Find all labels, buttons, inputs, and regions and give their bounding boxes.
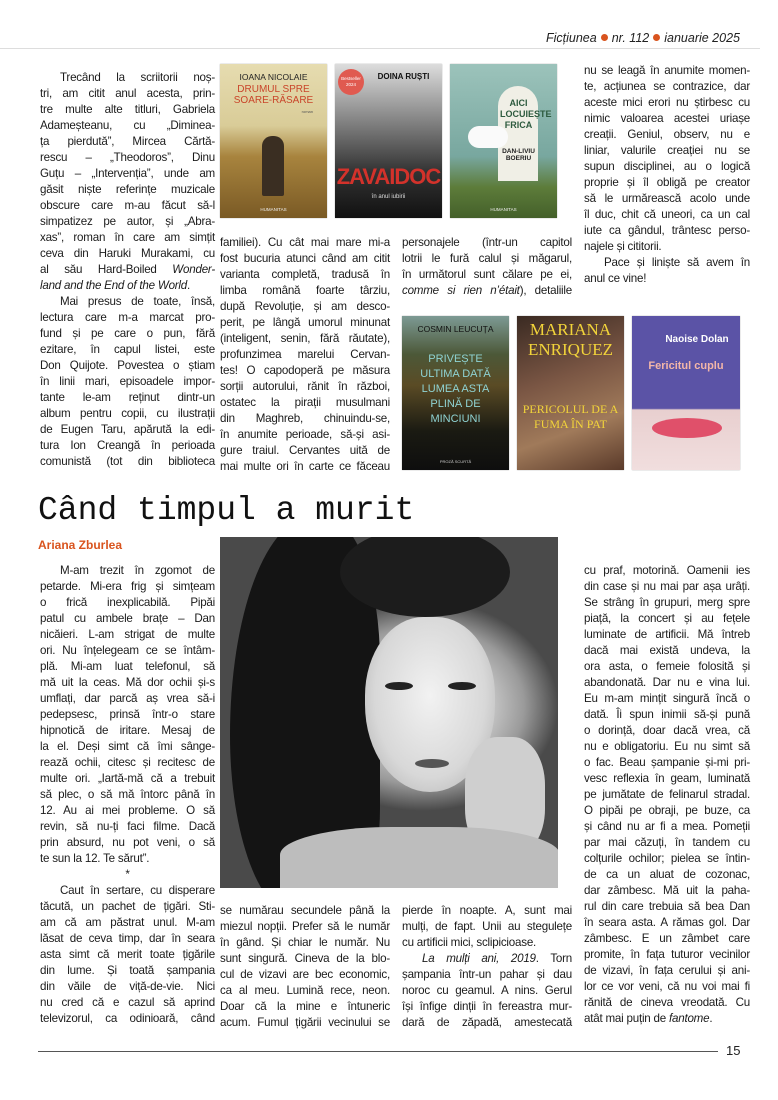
text-line: ceva din Haruki Murakami, cu: [40, 247, 215, 260]
text-line: familiei). Cu cât mai mare mi-a: [220, 236, 390, 249]
text-line: dacă mai există undeva, la: [584, 644, 750, 657]
text-line: najele și cititorii.: [584, 240, 662, 253]
italic-text-segment: comme si rien n’était: [402, 284, 520, 297]
lips: [415, 759, 449, 768]
text-line: plă. Mi-am luat telefonul, să: [40, 660, 215, 673]
text-line: din Maghreb, chinuindu-se,: [220, 412, 390, 425]
text-segment: .: [187, 279, 191, 292]
cover-title: ZAVAIDOC: [336, 164, 441, 189]
text-line: lectura care m-a marcat pro-: [40, 311, 215, 324]
italic-text-segment: Wonder-: [172, 263, 215, 276]
text-line: Adameșteanu, cu „Diminea-: [40, 119, 215, 132]
text-line: la el. Deși simt că îmi sânge-: [40, 740, 215, 753]
magazine-name: Ficțiunea: [545, 31, 597, 45]
text-line: prin absurd, nu pot veni, o să: [40, 836, 215, 849]
article-column-1: [40, 563, 215, 1027]
text-line: pierde în noapte. A, sunt mai: [402, 904, 572, 917]
cover-publisher: HUMANITAS: [490, 207, 517, 212]
text-line: de vizavi, în fața cerului și ani-: [584, 964, 750, 977]
text-line: luminate de artificii. Mă întreb: [584, 628, 750, 641]
top-article-column-3: [402, 235, 572, 299]
text-line: sunt singură. Cineva de la blo-: [220, 952, 390, 965]
text-line: par mai căzuți, în tandem cu: [584, 836, 750, 849]
text-line: după Revoluție, și am desco-: [220, 300, 390, 313]
text-line: nu e obligatoriu. Eu nu simt să: [584, 740, 750, 753]
cover-title: AICI LOCUIEȘTE FRICA: [500, 98, 552, 130]
text-line: O pipăi pe obraji, pe buze, ca: [584, 804, 750, 817]
text-line: tri, am citit anul acesta, prin-: [40, 87, 215, 100]
text-line: Trecând la scriitorii noș-: [60, 71, 215, 84]
bestseller-badge: Bestseller 2024: [338, 69, 364, 95]
cover-author: Naoise Dolan: [665, 334, 729, 345]
text-line: iute ca gândul, trântesc perso-: [584, 224, 750, 237]
text-line: să le urmărească acolo unde: [584, 192, 750, 205]
text-line: [402, 283, 572, 299]
text-line: Mai presus de toate, însă,: [60, 295, 215, 308]
text-line: tăcută, un pachet de țigări. Sti-: [40, 900, 215, 913]
text-line: supun disciplinei, au o logică: [584, 160, 750, 173]
text-line: tes! O capodoperă pe măsura: [220, 364, 390, 377]
cover-title: Fericitul cuplu: [648, 360, 724, 372]
text-line: o fac. Beau șampanie și-mi pri-: [584, 756, 750, 769]
text-line: ța pierdută”, Mircea Cărtă-: [40, 135, 215, 148]
text-line: o dorință, doar dacă vrea, că: [584, 724, 750, 737]
text-line: mai multe ori în carte ce făceau: [220, 460, 390, 473]
text-line: ezitare, în capul listei, este: [40, 343, 215, 356]
text-line: miezul nopții. Prefer să le număr: [220, 920, 390, 933]
text-line: din văile de viță-de-vie. Nici: [40, 980, 215, 993]
text-line: patul cu ambele brațe – Dan: [40, 612, 215, 625]
text-line: tre multe alte titluri, Gabriela: [40, 103, 215, 116]
text-line: colțurile ochilor; pielea se întin-: [584, 852, 750, 865]
text-line: rează ochii, citesc și recitesc de: [40, 756, 215, 769]
text-line: multe ori. „Iartă-mă că a trebuit: [40, 772, 215, 785]
text-line: de Eugen Taru, apărută la edi-: [40, 423, 215, 436]
text-line: cu artificii mici, sclipicioase.: [402, 936, 537, 949]
book-cover: [450, 64, 557, 218]
text-line: liniar, valurile creației nu se: [584, 144, 750, 157]
text-segment: .: [709, 1012, 713, 1025]
text-line: dar zâmbesc. Mă uit la paha-: [584, 884, 750, 897]
text-line: xas”, roman în care am simțit: [40, 231, 215, 244]
text-line: te sun la 12. Te sărut”.: [40, 852, 150, 865]
issue-date: ianuarie 2025: [664, 31, 740, 45]
article-author: Ariana Zburlea: [38, 538, 123, 552]
text-line: găsit niște referințe muzicale: [40, 183, 215, 196]
text-line: comunistă (tot din biblioteca: [40, 455, 215, 468]
cover-subtitle: roman: [301, 109, 313, 114]
italic-text-segment: land and the End of the World: [40, 279, 188, 292]
book-cover: [402, 316, 509, 470]
text-line: [584, 1011, 750, 1027]
text-line: rul din care trebuia să bea Dan: [584, 900, 750, 913]
italic-text-segment: La mulți ani, 2019: [422, 952, 536, 965]
text-line: dară de zăpadă, amestecată: [402, 1016, 572, 1029]
text-line: Se strâng în grupuri, merg spre: [584, 596, 750, 609]
text-line: proprie și îl obligă pe creator: [584, 176, 750, 189]
text-line: petarde. Mi-era frig și simțeam: [40, 580, 215, 593]
text-line: ostatec la pirații musulmani: [220, 396, 390, 409]
text-line: lor ce vor veni, că nu voi mai fi: [584, 980, 750, 993]
text-line: de ca un aluat de cozonac,: [584, 868, 750, 881]
text-line: te, acțiunea se contrazice, dar: [584, 80, 750, 93]
cover-author: MARIANA ENRIQUEZ: [528, 320, 613, 359]
cover-title: PERICOLUL DE A FUMA ÎN PAT: [522, 402, 619, 431]
running-header: [546, 31, 740, 45]
text-line: asta simt că merit toate țigările: [40, 948, 215, 961]
text-line: tura Ion Creangă în perioada: [40, 439, 215, 452]
top-article-column-1: [40, 70, 215, 470]
text-line: nicăieri. L-am strigat de multe: [40, 628, 215, 641]
text-line: 12. Au ai mei probleme. O să: [40, 804, 215, 817]
text-line: dată. Îi spun inimii să-și pună: [584, 708, 750, 721]
bullet-dot-icon: [601, 34, 608, 41]
cover-subtitle: în anul iubirii: [371, 194, 406, 200]
text-line: cu praf, motorină. Oamenii ies: [584, 564, 750, 577]
article-column-2: [220, 903, 390, 1031]
text-line: obscure care m-au făcut să-l: [40, 199, 215, 212]
text-line: (inteligent, senin, fără răutate),: [220, 332, 390, 345]
text-line: hipnotică de iritare. Mesaj de: [40, 724, 215, 737]
text-line: personajele (într-un capitol: [402, 236, 572, 249]
text-line: umflați, dar parcă aș vrea să-i: [40, 692, 215, 705]
author-portrait-photo: [220, 537, 558, 888]
text-line: tante le-am reținut dintr-un: [40, 391, 215, 404]
text-line: album pentru copii, cu ilustrații: [40, 407, 215, 420]
text-line: Don Quijote. Povestea o știam: [40, 359, 215, 372]
section-separator: *: [125, 868, 130, 881]
article-column-4: [584, 563, 750, 1027]
text-line: ora asta, o femeie folosită și: [584, 660, 750, 673]
cover-author: IOANA NICOLAIE: [239, 72, 308, 82]
page-number: 15: [726, 1043, 741, 1058]
text-line: promite, în fața tuturor vecinilor: [584, 948, 750, 961]
text-line: pe jumătate de felinarul stradal.: [584, 788, 750, 801]
text-line: [40, 262, 215, 278]
footer-divider: [38, 1051, 718, 1052]
text-line: lăsat de ceva timp, dar în seara: [40, 932, 215, 945]
text-line: din lume. Și toată șampania: [40, 964, 215, 977]
cover-title: PRIVEȘTE ULTIMA DATĂ LUMEA ASTA PLINĂ DE MINCIUNI: [420, 353, 491, 425]
text-line: acum. Fumul țigării vecinului se: [220, 1016, 390, 1029]
text-line: în linii mari, episoadele impor-: [40, 375, 215, 388]
text-line: rănită de cineva vreodată. Cu: [584, 996, 750, 1009]
article-title: Când timpul a murit: [38, 492, 415, 529]
text-line: M-am trezit în zgomot de: [60, 564, 215, 577]
eye: [448, 682, 476, 690]
text-line: se numărau secundele până la: [220, 904, 390, 917]
text-line: revin, să nu-ți faci filme. Dacă: [40, 820, 215, 833]
top-article-column-4: [584, 63, 750, 287]
text-line: ca al meu. Lumină rece, neon.: [220, 984, 390, 997]
text-line: rescu – „Theodoros”, Dinu: [40, 151, 215, 164]
text-line: și când nu ar fi a mea. Pomeții: [584, 820, 750, 833]
text-line: perit, pe lângă umorul minunat: [220, 316, 390, 329]
book-cover: [517, 316, 624, 470]
text-line: simpatizez pe autor, și „Abra-: [40, 215, 215, 228]
text-line: fost bucuria atunci când am citit: [220, 252, 390, 265]
header-divider: [0, 48, 760, 49]
text-line: gure traiul. Cervantes uită de: [220, 444, 390, 457]
article-column-3: [402, 903, 572, 1031]
text-line: limba română foarte târziu,: [220, 284, 390, 297]
text-line: nu cred că e cazul să aprind: [40, 996, 215, 1009]
text-line: Caut în sertare, cu disperare: [60, 884, 215, 897]
text-segment: . Torn: [535, 952, 573, 965]
text-line: [402, 951, 572, 967]
text-line: o frică inexplicabilă. Pipăi: [40, 596, 215, 609]
text-line: abandonată. Dar nu e vina lui.: [584, 676, 750, 689]
cover-author: COSMIN LEUCUȚA: [417, 324, 494, 334]
cover-author: DOINA RUȘTI: [377, 72, 430, 81]
text-line: șampania într-un pahar și dau: [402, 968, 572, 981]
text-line: în următorul sunt călare pe ei,: [402, 268, 572, 281]
text-line: în gând. Și chiar le număr. Nu: [220, 936, 390, 949]
cover-title: DRUMUL SPRE SOARE-RĂSARE: [233, 84, 314, 106]
text-line: să plec, o să mă întorc până în: [40, 788, 215, 801]
book-cover: [335, 64, 442, 218]
text-line: noroc cu geamul. A nins. Gerul: [402, 984, 572, 997]
text-line: Guțu – „Intervenția”, unde am: [40, 167, 215, 180]
text-line: pedepsesc, prinsă într-o stare: [40, 708, 215, 721]
text-line: am că am păstrat unul. M-am: [40, 916, 215, 929]
text-line: mă uit la ceas. Mă dor ochii și-s: [40, 676, 215, 689]
top-article-column-2: [220, 235, 390, 475]
cake-flowers: [652, 418, 722, 438]
cover-publisher: HUMANITAS: [260, 207, 287, 212]
text-line: Pace și liniște să avem în: [604, 256, 750, 269]
text-line: ori. Nu înțelegeam ce se întâm-: [40, 644, 215, 657]
text-line: aceste mici erori nu știrbesc cu: [584, 96, 750, 109]
text-line: profunzimea marelui Cervan-: [220, 348, 390, 361]
figure-silhouette: [262, 136, 284, 196]
text-line: vesc reflexia în geam, luminată: [584, 772, 750, 785]
text-line: îl duc, chit că uneori, ca un cal: [584, 208, 750, 221]
text-line: Doar că la mine e întuneric: [220, 1000, 390, 1013]
eye: [385, 682, 413, 690]
text-line: Eu m-am mințit singură încă o: [584, 692, 750, 705]
text-line: fund și pe care o pun, fără: [40, 327, 215, 340]
text-line: [40, 278, 215, 294]
book-cover: [220, 64, 327, 218]
bullet-dot-icon: [653, 34, 660, 41]
text-line: își înfige dinții în fereastra mur-: [402, 1000, 572, 1013]
text-line: mulți, de fapt. Unii au stegulețe: [402, 920, 572, 933]
text-line: piață, la concert și au fețele: [584, 612, 750, 625]
text-line: în seara asta. A rămas gol. Dar: [584, 916, 750, 929]
issue-number: nr. 112: [611, 31, 650, 45]
text-line: zâmbesc. E un zâmbet care: [584, 932, 750, 945]
cover-author: DAN-LIVIU BOERIU: [502, 148, 535, 162]
text-line: varianta completă, tradusă în: [220, 268, 390, 281]
book-cover: [632, 316, 740, 470]
text-line: în anumite perioade, să-și asi-: [220, 428, 390, 441]
text-line: creații. Geniul, observ, nu e: [584, 128, 750, 141]
text-line: cul de vizavi are bec economic,: [220, 968, 390, 981]
text-line: nu se leagă în anumite momen-: [584, 64, 750, 77]
text-line: lotrii le fură calul și măgarul,: [402, 252, 572, 265]
cover-subtitle: PROZĂ SCURTĂ: [439, 459, 472, 464]
text-segment: al său Hard-Boiled: [40, 263, 173, 276]
text-line: anul ce vine!: [584, 272, 647, 285]
arm: [280, 827, 558, 888]
text-line: din case și nu mai par așa urâți.: [584, 580, 750, 593]
text-line: nimic valoarea acestei uriașe: [584, 112, 750, 125]
text-line: televizorul, ca odinioară, când: [40, 1012, 215, 1025]
text-line: sorții autorului, rănit în război,: [220, 380, 390, 393]
text-segment: atât mai puțin de: [584, 1012, 669, 1025]
italic-text-segment: fantome: [668, 1012, 710, 1025]
text-segment: ), detaliile: [519, 284, 572, 297]
